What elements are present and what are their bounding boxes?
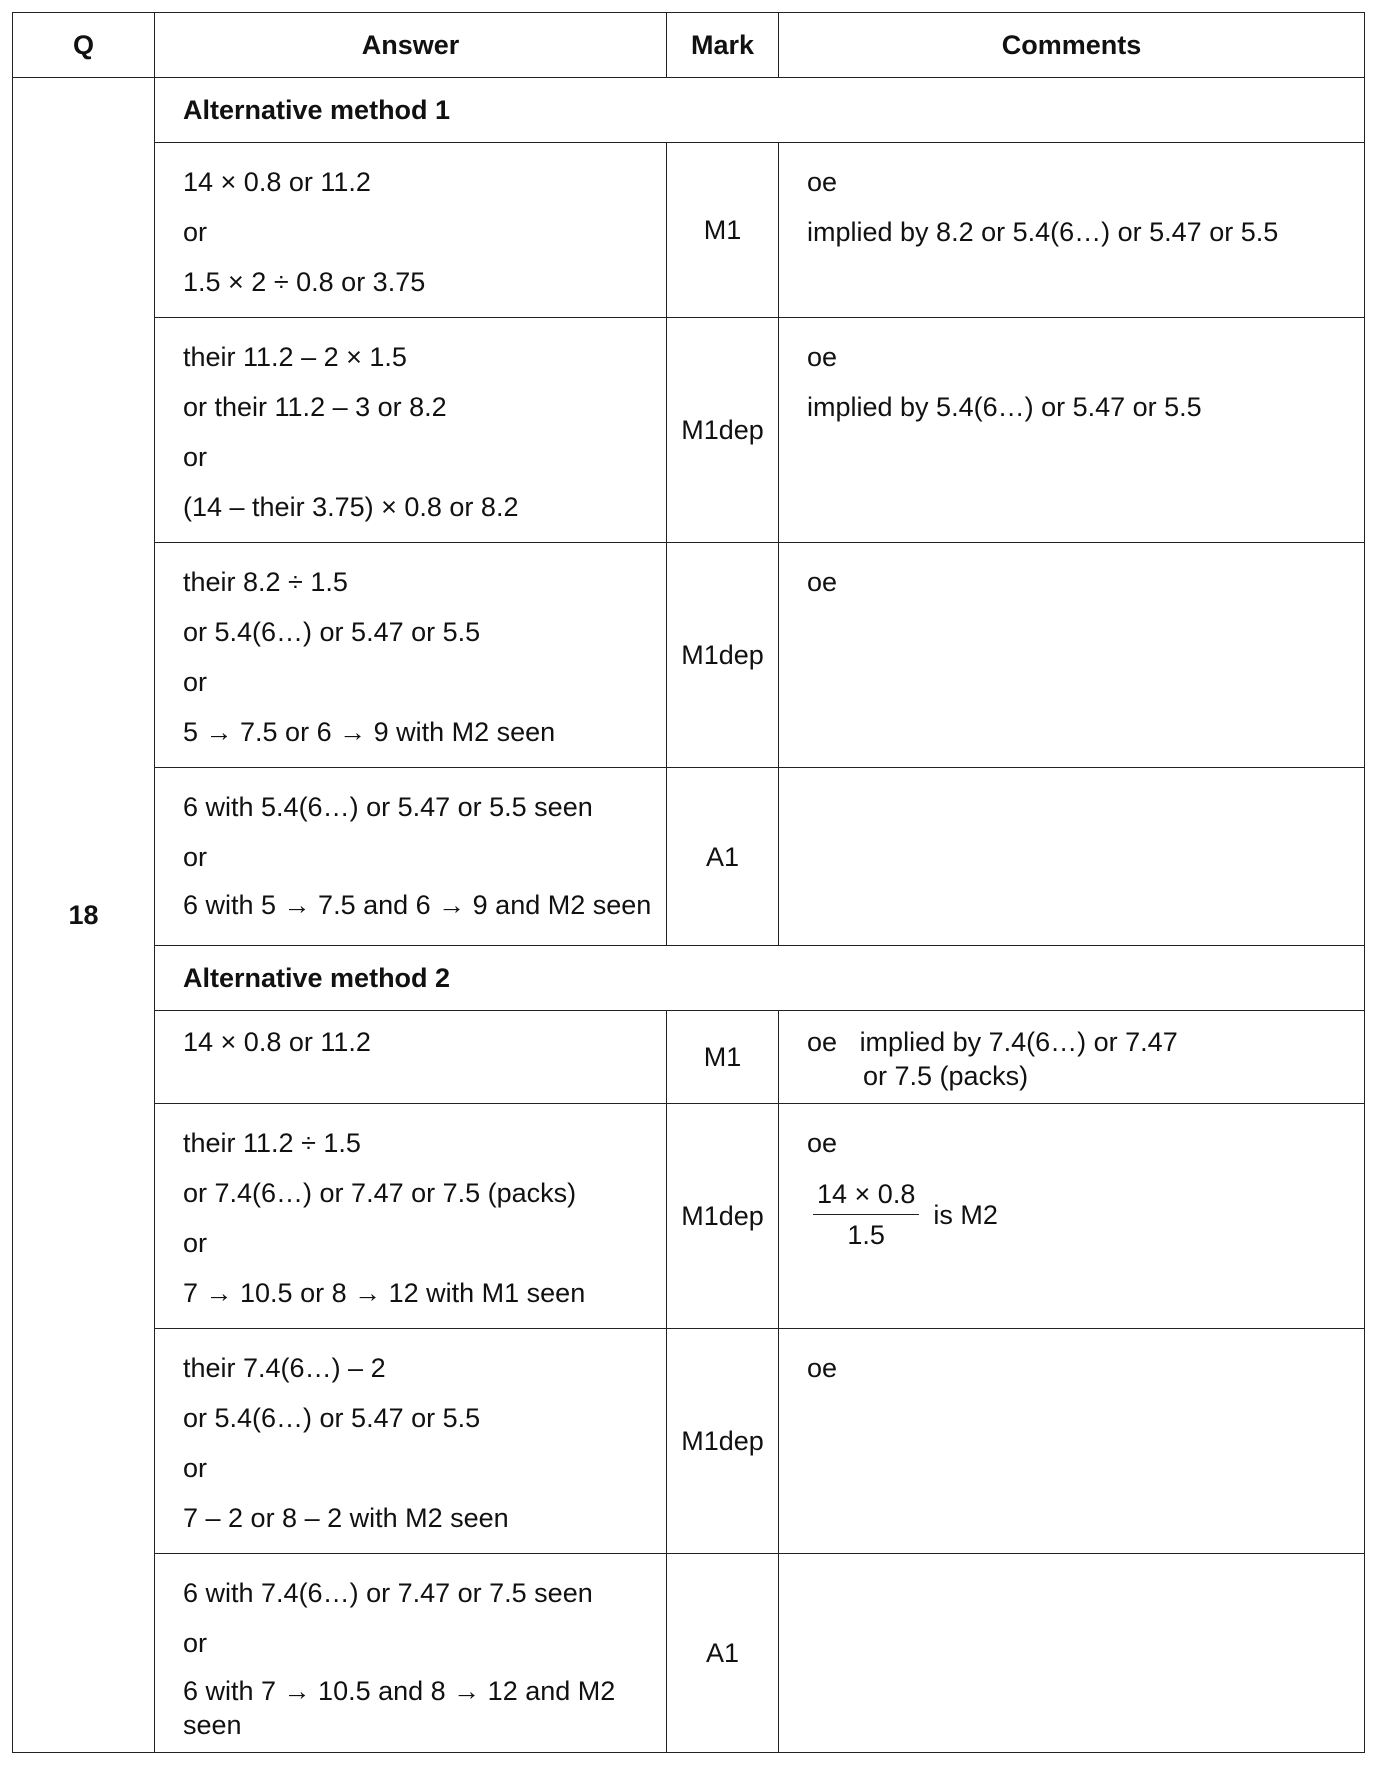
comment-line: oe [807,1128,838,1158]
alt2-title-row [13,946,1365,1011]
answer-line: their 11.2 ÷ 1.5 [183,1128,361,1158]
answer-line: or their 11.2 – 3 or 8.2 [183,392,447,422]
answer-cell [155,318,667,543]
fraction-numerator: 14 × 0.8 [813,1174,919,1215]
comments-cell [779,1011,1365,1104]
header-answer: Answer [155,13,667,78]
mark-cell: M1dep [667,1329,779,1554]
comment-line: oe [807,1353,838,1383]
comment-line: oe [807,342,838,372]
table-row [13,1104,1365,1329]
mark-cell: M1dep [667,543,779,768]
answer-line: or [183,1228,208,1258]
fraction [813,1174,919,1255]
question-number: 18 [13,78,155,1753]
answer-line: their 11.2 – 2 × 1.5 [183,342,407,372]
table-row [13,1011,1365,1104]
mark-cell: A1 [667,768,779,946]
answer-cell [155,1554,667,1753]
table-row [13,1554,1365,1753]
answer-line: 5 → 7.5 or 6 → 9 with M2 seen [183,717,556,747]
answer-line: 6 with 7 → 10.5 and 8 → 12 and M2 seen [183,1676,616,1740]
mark-cell: M1 [667,1011,779,1104]
comment-line: implied by 5.4(6…) or 5.47 or 5.5 [807,392,1202,422]
table-row [13,768,1365,946]
comments-cell [779,1329,1365,1554]
answer-line: 6 with 7.4(6…) or 7.47 or 7.5 seen [183,1578,593,1608]
alt1-title: Alternative method 1 [155,78,1365,143]
answer-line: (14 – their 3.75) × 0.8 or 8.2 [183,492,519,522]
answer-cell [155,768,667,946]
mark-scheme-table [12,12,1365,1753]
alt1-title-row [13,78,1365,143]
header-row [13,13,1365,78]
comments-cell [779,1554,1365,1753]
table-row [13,143,1365,318]
mark-cell: M1dep [667,1104,779,1329]
comments-cell [779,768,1365,946]
comment-line [807,1025,1352,1059]
mark-cell: M1 [667,143,779,318]
answer-line: or [183,1453,208,1483]
fraction-denominator: 1.5 [847,1220,885,1250]
answer-cell [155,1329,667,1554]
answer-cell [155,1011,667,1104]
answer-line: or [183,667,208,697]
header-mark: Mark [667,13,779,78]
comments-cell [779,1104,1365,1329]
comments-cell [779,543,1365,768]
answer-cell [155,543,667,768]
comment-line: oe [807,167,838,197]
alt2-title: Alternative method 2 [155,946,1365,1011]
answer-line: or 5.4(6…) or 5.47 or 5.5 [183,617,481,647]
answer-line: their 7.4(6…) – 2 [183,1353,386,1383]
answer-line: or [183,842,208,872]
answer-line: 7 – 2 or 8 – 2 with M2 seen [183,1503,509,1533]
comments-cell [779,318,1365,543]
answer-line: 1.5 × 2 ÷ 0.8 or 3.75 [183,267,426,297]
header-q: Q [13,13,155,78]
answer-line: their 8.2 ÷ 1.5 [183,567,348,597]
answer-cell [155,143,667,318]
comments-cell [779,143,1365,318]
table-row [13,1329,1365,1554]
answer-line: or 7.4(6…) or 7.47 or 7.5 (packs) [183,1178,577,1208]
answer-line: or [183,442,208,472]
comment-line: or 7.5 (packs) [863,1061,1029,1091]
answer-line: 6 with 5 → 7.5 and 6 → 9 and M2 seen [183,890,652,920]
answer-cell [155,1104,667,1329]
comment-oe: oe [807,1027,838,1057]
comment-line: oe [807,567,838,597]
answer-line: or [183,217,208,247]
header-comments: Comments [779,13,1365,78]
comment-line: implied by 8.2 or 5.4(6…) or 5.47 or 5.5 [807,217,1279,247]
mark-cell: M1dep [667,318,779,543]
answer-line: or [183,1628,208,1658]
table-row [13,543,1365,768]
answer-line: 14 × 0.8 or 11.2 [183,1027,371,1057]
comment-text: implied by 7.4(6…) or 7.47 [859,1027,1178,1057]
mark-cell: A1 [667,1554,779,1753]
table-row [13,318,1365,543]
answer-line: 7 → 10.5 or 8 → 12 with M1 seen [183,1278,586,1308]
answer-line: 14 × 0.8 or 11.2 [183,167,371,197]
fraction-suffix: is M2 [933,1199,998,1230]
fraction-comment [807,1174,1352,1255]
answer-line: or 5.4(6…) or 5.47 or 5.5 [183,1403,481,1433]
answer-line: 6 with 5.4(6…) or 5.47 or 5.5 seen [183,792,593,822]
